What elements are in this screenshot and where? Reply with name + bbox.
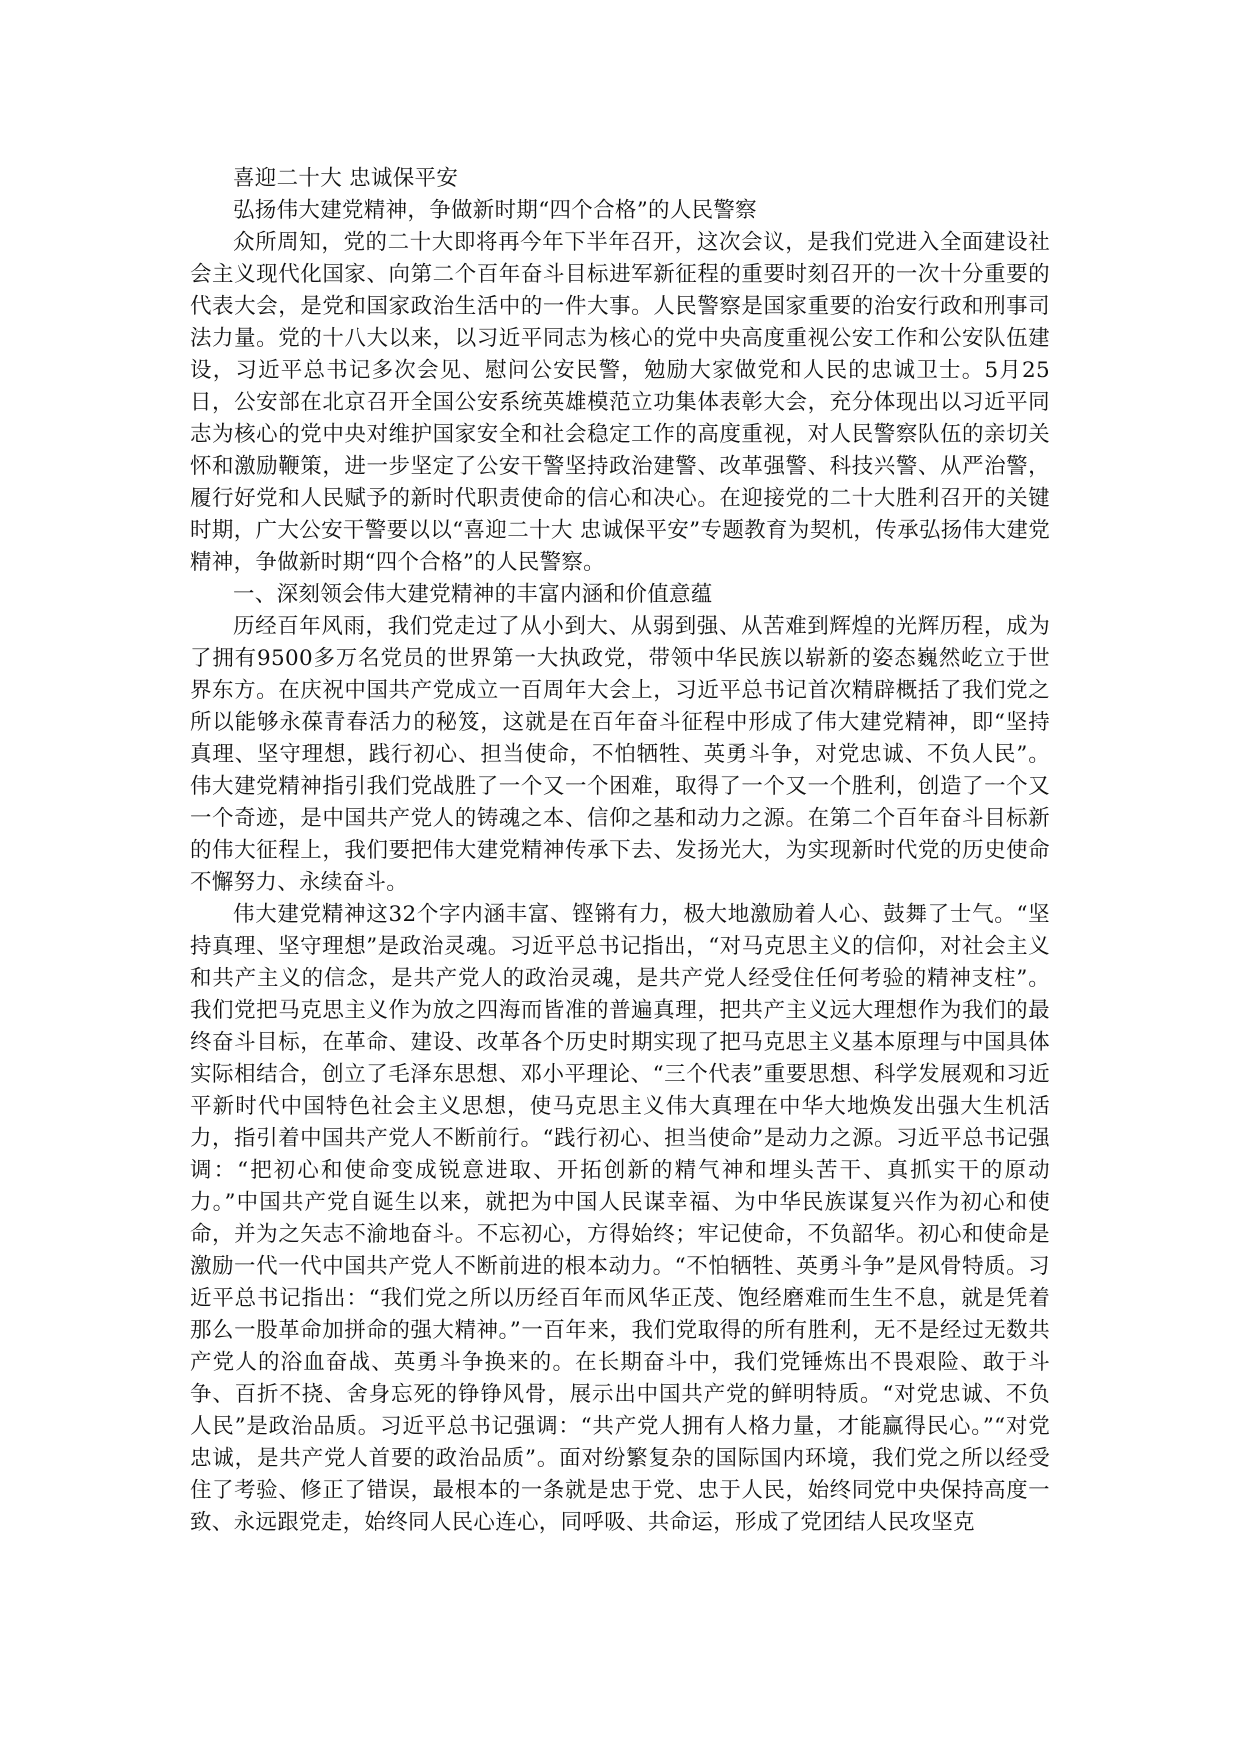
body-paragraph-intro: 众所周知，党的二十大即将再今年下半年召开，这次会议，是我们党进入全面建设社会主义现代化国家、向第二个百年奋斗目标进军新征程的重要时刻召开的一次十分重要的代表大会，是党和国家政治生活中的一件大事。人民警察是国家重要的治安行政和刑事司法力量。党的十八大以来，以习近平同志为核心的党中央高度重视公安工作和公安队伍建设，习近平总书记多次会见、慰问公安民警，勉励大家做党和人民的忠诚卫士。5月25日，公安部在北京召开全国公安系统英雄模范立功集体表彰大会，充分体现出以习近平同志为核心的党中央对维护国家安全和社会稳定工作的高度重视，对人民警察队伍的亲切关怀和激励鞭策，进一步坚定了公安干警坚持政治建警、改革强警、科技兴警、从严治警，履行好党和人民赋予的新时代职责使命的信心和决心。在迎接党的二十大胜利召开的关键时期，广大公安干警要以以“喜迎二十大 忠诚保平安”专题教育为契机，传承弘扬伟大建党精神，争做新时期“四个合格”的人民警察。 xyxy=(190,230,1050,575)
document-title: 喜迎二十大 忠诚保平安 xyxy=(233,166,459,191)
body-paragraph-spirit: 伟大建党精神这32个字内涵丰富、铿锵有力，极大地激励着人心、鼓舞了士气。“坚持真理、坚守理想”是政治灵魂。习近平总书记指出，“对马克思主义的信仰，对社会主义和共产主义的信念，是共产党人的政治灵魂，是共产党人经受住任何考验的精神支柱”。我们党把马克思主义作为放之四海而皆准的普遍真理，把共产主义远大理想作为我们的最终奋斗目标，在革命、建设、改革各个历史时期实现了把马克思主义基本原理与中国具体实际相结合，创立了毛泽东思想、邓小平理论、“三个代表”重要思想、科学发展观和习近平新时代中国特色社会主义思想，使马克思主义伟大真理在中华大地焕发出强大生机活力，指引着中国共产党人不断前行。“践行初心、担当使命”是动力之源。习近平总书记强调：“把初心和使命变成锐意进取、开拓创新的精气神和埋头苦干、真抓实干的原动力。”中国共产党自诞生以来，就把为中国人民谋幸福、为中华民族谋复兴作为初心和使命，并为之矢志不渝地奋斗。不忘初心，方得始终；牢记使命，不负韶华。初心和使命是激励一代一代中国共产党人不断前进的根本动力。“不怕牺牲、英勇斗争”是风骨特质。习近平总书记指出：“我们党之所以历经百年而风华正茂、饱经磨难而生生不息，就是凭着那么一股革命加拼命的强大精神。”一百年来，我们党取得的所有胜利，无不是经过无数共产党人的浴血奋战、英勇斗争换来的。在长期奋斗中，我们党锤炼出不畏艰险、敢于斗争、百折不挠、舍身忘死的铮铮风骨，展示出中国共产党的鲜明特质。“对党忠诚、不负人民”是政治品质。习近平总书记强调：“共产党人拥有人格力量，才能赢得民心。”“对党忠诚，是共产党人首要的政治品质”。面对纷繁复杂的国际国内环境，我们党之所以经受住了考验、修正了错误，最根本的一条就是忠于党、忠于人民，始终同党中央保持高度一致、永远跟党走，始终同人民心连心，同呼吸、共命运，形成了党团结人民攻坚克 xyxy=(190,902,1050,1535)
section-heading-1: 一、深刻领会伟大建党精神的丰富内涵和价值意蕴 xyxy=(233,582,713,607)
document-subtitle: 弘扬伟大建党精神，争做新时期“四个合格”的人民警察 xyxy=(233,198,757,223)
document-body xyxy=(190,163,1050,1539)
body-paragraph-history: 历经百年风雨，我们党走过了从小到大、从弱到强、从苦难到辉煌的光辉历程，成为了拥有9500多万名党员的世界第一大执政党，带领中华民族以崭新的姿态巍然屹立于世界东方。在庆祝中国共产党成立一百周年大会上，习近平总书记首次精辟概括了我们党之所以能够永葆青春活力的秘笈，这就是在百年奋斗征程中形成了伟大建党精神，即“坚持真理、坚守理想，践行初心、担当使命，不怕牺牲、英勇斗争，对党忠诚、不负人民”。伟大建党精神指引我们党战胜了一个又一个困难，取得了一个又一个胜利，创造了一个又一个奇迹，是中国共产党人的铸魂之本、信仰之基和动力之源。在第二个百年奋斗目标新的伟大征程上，我们要把伟大建党精神传承下去、发扬光大，为实现新时代党的历史使命不懈努力、永续奋斗。 xyxy=(190,614,1050,895)
